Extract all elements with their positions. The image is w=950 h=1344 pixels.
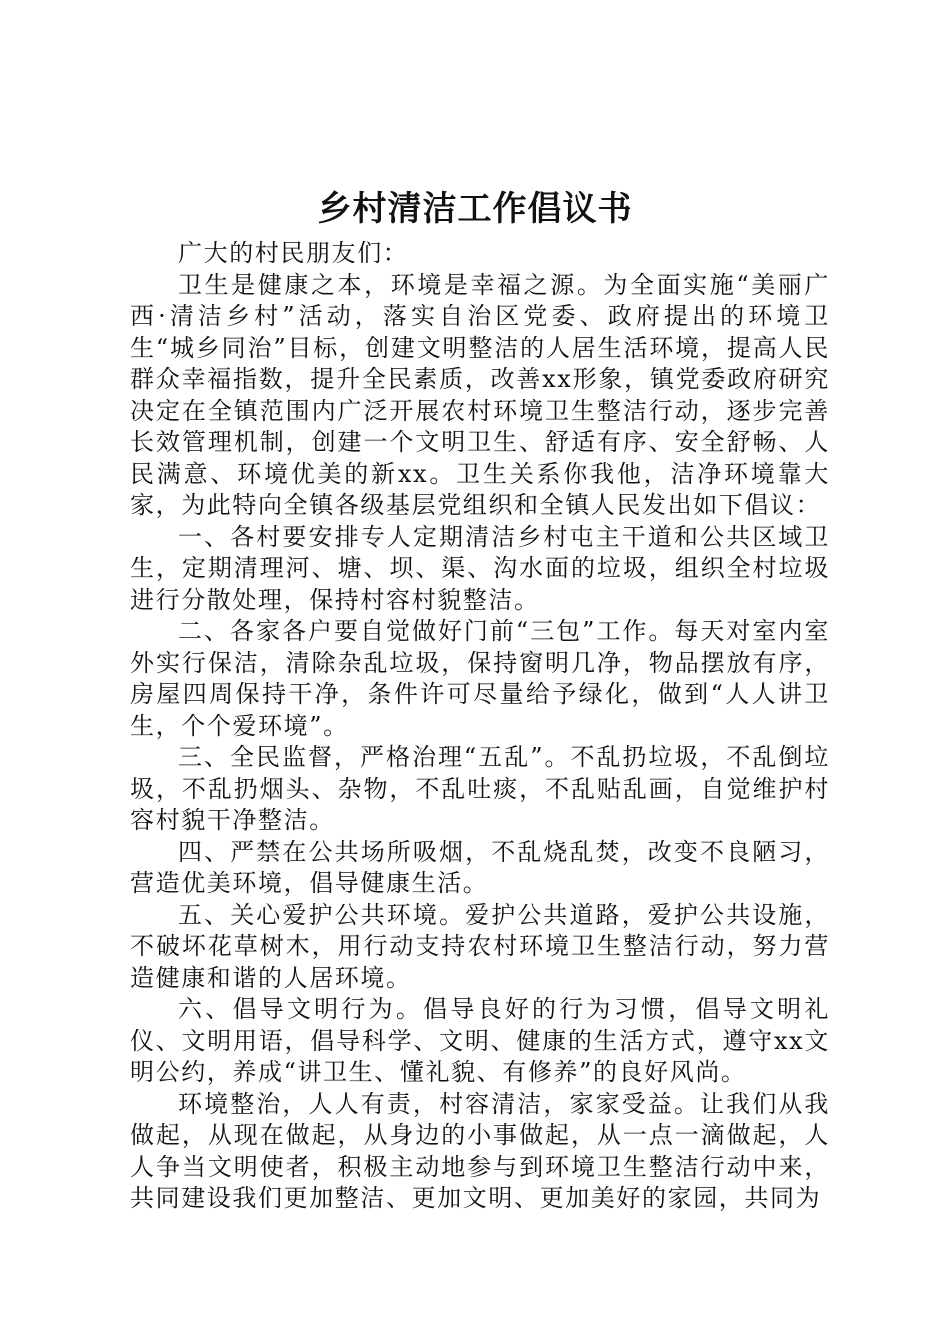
document-title: 乡村清洁工作倡议书	[317, 189, 633, 229]
paragraph-item-6: 六、倡导文明行为。倡导良好的行为习惯，倡导文明礼仪、文明用语，倡导科学、文明、健康的生活方式，遵守xx文明公约，养成“讲卫生、懂礼貌、有修养”的良好风尚。	[130, 995, 830, 1086]
salutation: 广大的村民朋友们：	[178, 239, 409, 267]
paragraph-intro: 卫生是健康之本，环境是幸福之源。为全面实施“美丽广西·清洁乡村”活动，落实自治区党委、政府提出的环境卫生“城乡同治”目标，创建文明整洁的人居生活环境，提高人民群众幸福指数，提升全民素质，改善xx形象，镇党委政府研究决定在全镇范围内广泛开展农村环境卫生整洁行动，逐步完善长效管理机制，创建一个文明卫生、舒适有序、安全舒畅、人民满意、环境优美的新xx。卫生关系你我他，洁净环境靠大家，为此特向全镇各级基层党组织和全镇人民发出如下倡议：	[130, 270, 830, 519]
paragraph-item-3: 三、全民监督，严格治理“五乱”。不乱扔垃圾，不乱倒垃圾，不乱扔烟头、杂物，不乱吐痰，不乱贴乱画，自觉维护村容村貌干净整洁。	[130, 743, 830, 834]
paragraph-item-2: 二、各家各户要自觉做好门前“三包”工作。每天对室内室外实行保洁，清除杂乱垃圾，保持窗明几净，物品摆放有序，房屋四周保持干净，条件许可尽量给予绿化，做到“人人讲卫生，个个爱环境”。	[130, 617, 830, 740]
document-body	[130, 238, 830, 1215]
paragraph-closing: 环境整治，人人有责，村容清洁，家家受益。让我们从我做起，从现在做起，从身边的小事做起，从一点一滴做起，人人争当文明使者，积极主动地参与到环境卫生整洁行动中来，共同建设我们更加整洁、更加文明、更加美好的家园，共同为	[130, 1089, 830, 1212]
paragraph-item-1: 一、各村要安排专人定期清洁乡村屯主干道和公共区域卫生，定期清理河、塘、坝、渠、沟水面的垃圾，组织全村垃圾进行分散处理，保持村容村貌整洁。	[130, 522, 830, 614]
paragraph-item-5: 五、关心爱护公共环境。爱护公共道路，爱护公共设施，不破坏花草树木，用行动支持农村环境卫生整洁行动，努力营造健康和谐的人居环境。	[130, 900, 830, 992]
paragraph-item-4: 四、严禁在公共场所吸烟，不乱烧乱焚，改变不良陋习，营造优美环境，倡导健康生活。	[130, 837, 830, 897]
